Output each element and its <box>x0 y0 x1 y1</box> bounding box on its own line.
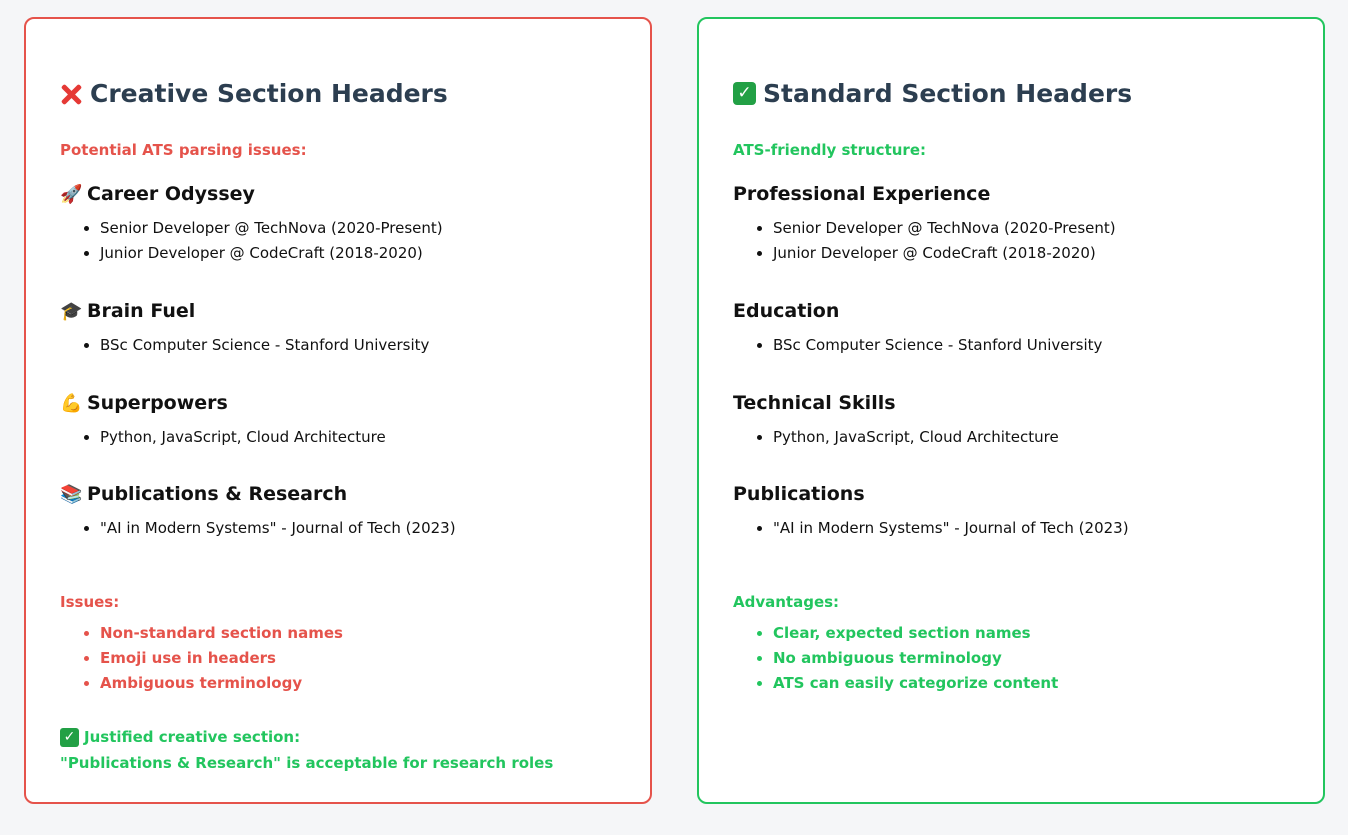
advantage-item: • Clear, expected section names <box>773 621 1289 646</box>
list-item: • Junior Developer @ CodeCraft (2018-2020) <box>773 241 1289 266</box>
list-item: • "AI in Modern Systems" - Journal of Tech (2023) <box>773 516 1289 541</box>
books-icon: 📚 <box>60 483 83 505</box>
standard-panel-title: ✓ Standard Section Headers <box>733 79 1132 108</box>
issue-item: • Non-standard section names <box>100 621 616 646</box>
justified-text: "Publications & Research" is acceptable for research roles <box>60 754 554 772</box>
section-title: Superpowers <box>87 392 228 414</box>
section-career-odyssey <box>60 183 616 266</box>
section-publications-research <box>60 483 616 541</box>
rocket-icon: 🚀 <box>60 183 83 205</box>
advantage-item: • ATS can easily categorize content <box>773 671 1289 696</box>
list-item: • Senior Developer @ TechNova (2020-Present) <box>773 216 1289 241</box>
issue-item: • Ambiguous terminology <box>100 671 616 696</box>
section-publications <box>733 483 1289 541</box>
advantages-list <box>733 621 1289 696</box>
section-education <box>733 300 1289 358</box>
section-title: Publications <box>733 483 865 505</box>
section-brain-fuel <box>60 300 616 358</box>
ats-issues-intro: Potential ATS parsing issues: <box>60 141 307 159</box>
list-item: • BSc Computer Science - Stanford University <box>100 333 616 358</box>
check-mark-icon: ✓ <box>60 728 79 747</box>
check-mark-icon: ✓ <box>733 82 756 105</box>
graduation-cap-icon: 🎓 <box>60 300 83 322</box>
list-item: • Senior Developer @ TechNova (2020-Present) <box>100 216 616 241</box>
advantage-item: • No ambiguous terminology <box>773 646 1289 671</box>
section-title: Professional Experience <box>733 183 991 205</box>
section-title: Technical Skills <box>733 392 896 414</box>
section-title: Education <box>733 300 840 322</box>
list-item: • Junior Developer @ CodeCraft (2018-2020) <box>100 241 616 266</box>
standard-headers-panel <box>697 17 1325 804</box>
justified-note <box>60 724 616 776</box>
list-item: • Python, JavaScript, Cloud Architecture <box>773 425 1289 450</box>
issue-item: • Emoji use in headers <box>100 646 616 671</box>
issues-label: Issues: <box>60 593 120 611</box>
list-item: • Python, JavaScript, Cloud Architecture <box>100 425 616 450</box>
cross-mark-icon <box>60 83 82 105</box>
section-professional-experience <box>733 183 1289 266</box>
ats-friendly-intro: ATS-friendly structure: <box>733 141 926 159</box>
list-item: • BSc Computer Science - Stanford University <box>773 333 1289 358</box>
section-title: Career Odyssey <box>87 183 255 205</box>
section-title: Publications & Research <box>87 483 348 505</box>
section-technical-skills <box>733 392 1289 450</box>
justified-label: Justified creative section: <box>84 728 301 746</box>
creative-headers-panel <box>24 17 652 804</box>
advantages-label: Advantages: <box>733 593 840 611</box>
flexed-biceps-icon: 💪 <box>60 392 83 414</box>
section-title: Brain Fuel <box>87 300 196 322</box>
issues-list <box>60 621 616 696</box>
section-superpowers <box>60 392 616 450</box>
creative-panel-title: Creative Section Headers <box>60 79 448 108</box>
list-item: • "AI in Modern Systems" - Journal of Tech (2023) <box>100 516 616 541</box>
